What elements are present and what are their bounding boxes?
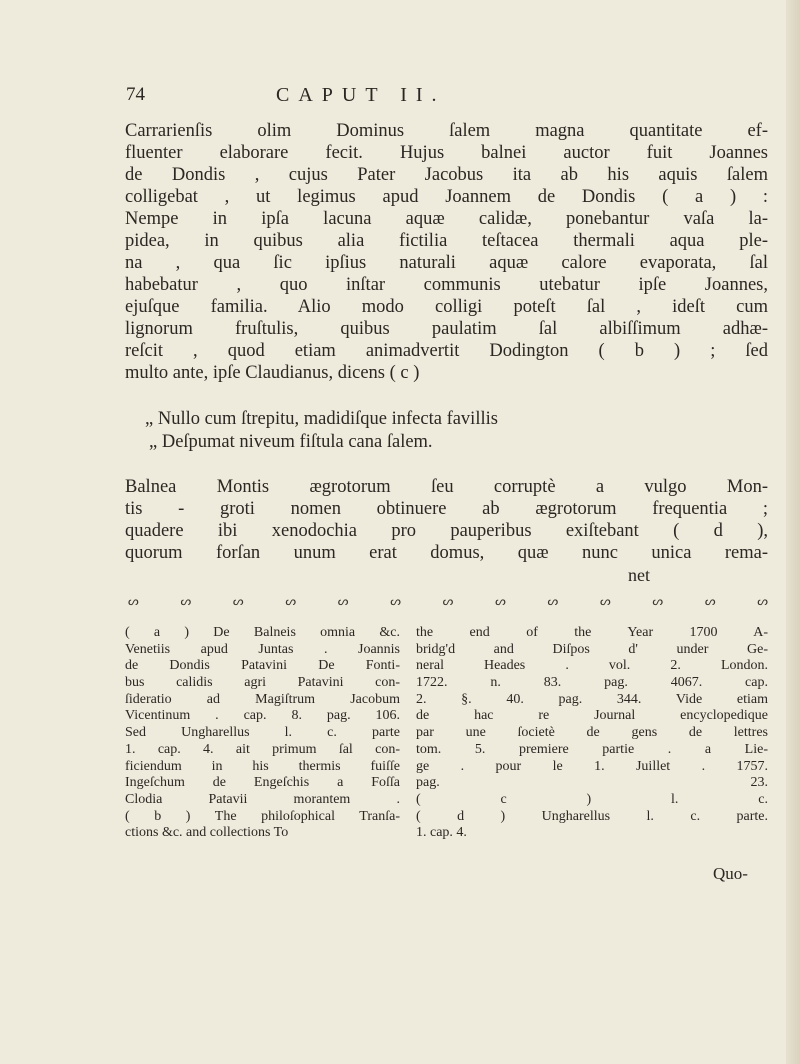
text-line: Balnea Montis ægrotorum ſeu corruptè a vulgo Mon- <box>125 477 768 497</box>
ornament-divider <box>128 594 768 608</box>
text-line: the end of the Year 1700 A- <box>416 625 768 640</box>
text-line: Nempe in ipſa lacuna aquæ calidæ, ponebantur vaſa la- <box>125 209 768 229</box>
ornament-icon: ᔕ <box>180 594 192 608</box>
text-line: tom. 5. premiere partie . a Lie- <box>416 741 768 757</box>
text-line: ( d ) Ungharellus l. c. parte. <box>416 808 768 824</box>
text-line: Carrarienſis olim Dominus ſalem magna quantitate ef- <box>125 121 768 141</box>
text-line: de Dondis , cujus Pater Jacobus ita ab his aquis ſalem <box>125 165 768 185</box>
text-line: ficiendum in his thermis fuiſſe <box>125 758 400 774</box>
ornament-icon: ᔕ <box>599 594 611 608</box>
page-edge <box>786 0 800 1064</box>
text-line: Clodia Patavii morantem . <box>125 791 400 807</box>
text-line: reſcit , quod etiam animadvertit Dodington ( b ) ; ſed <box>125 341 768 361</box>
ornament-icon: ᔕ <box>232 594 244 608</box>
text-line: 2. §. 40. pag. 344. Vide etiam <box>416 691 768 707</box>
text-line: ( a ) De Balneis omnia &c. <box>125 625 400 640</box>
text-line: bridg'd and Diſpos d' under Ge- <box>416 641 768 657</box>
continuation-word: net <box>628 565 650 585</box>
text-line: lignorum fruſtulis, quibus paulatim ſal albiſſimum adhæ- <box>125 319 768 339</box>
text-line: 1. cap. 4. ait primum ſal con- <box>125 741 400 757</box>
text-line: 1. cap. 4. <box>416 825 467 841</box>
main-text <box>125 120 768 384</box>
ornament-icon: ᔕ <box>704 594 716 608</box>
text-line: ſideratio ad Magiſtrum Jacobum <box>125 691 400 707</box>
main-text-paragraph-2 <box>125 476 768 564</box>
ornament-icon: ᔕ <box>547 594 559 608</box>
ornament-icon: ᔕ <box>285 594 297 608</box>
text-line: par une ſocietè de gens de lettres <box>416 725 768 741</box>
running-header <box>126 84 786 112</box>
running-title: CAPUT II. <box>276 84 446 106</box>
text-line: ejuſque familia. Alio modo colligi poteſt ſal , ideſt cum <box>125 297 768 317</box>
verse-quotation <box>145 408 498 454</box>
text-line: Ingeſchum de Engeſchis a Foſſa <box>125 775 400 791</box>
text-line: quadere ibi xenodochia pro pauperibus exiſtebant ( d ), <box>125 521 768 541</box>
text-line: 1722. n. 83. pag. 4067. cap. <box>416 675 768 691</box>
ornament-icon: ᔕ <box>128 594 139 608</box>
text-line: Sed Ungharellus l. c. parte <box>125 725 400 741</box>
text-line: fluenter elaborare fecit. Hujus balnei auctor fuit Joannes <box>125 143 768 163</box>
text-line: multo ante, ipſe Claudianus, dicens ( c ) <box>125 363 420 383</box>
text-line: ( c ) l. c. <box>416 791 768 807</box>
page-number: 74 <box>126 84 145 105</box>
text-line: na , qua ſic ipſius naturali aquæ calore evaporata, ſal <box>125 253 768 273</box>
text-line: de Dondis Patavini De Fonti- <box>125 658 400 674</box>
text-line: pidea, in quibus alia fictilia teſtacea thermali aqua ple- <box>125 231 768 251</box>
text-line: quorum forſan unum erat domus, quæ nunc unica rema- <box>125 543 768 563</box>
text-line: Venetiis apud Juntas . Joannis <box>125 641 400 657</box>
text-line: ge . pour le 1. Juillet . 1757. <box>416 758 768 774</box>
ornament-icon: ᔕ <box>652 594 664 608</box>
catchword: Quo- <box>713 864 748 883</box>
text-line: Vicentinum . cap. 8. pag. 106. <box>125 708 400 724</box>
verse-line: „ Deſpumat niveum fiſtula cana ſalem. <box>149 432 433 452</box>
text-line: neral Heades . vol. 2. London. <box>416 658 768 674</box>
ornament-icon: ᔕ <box>495 594 506 608</box>
text-line: bus calidis agri Patavini con- <box>125 675 400 691</box>
ornament-icon: ᔕ <box>337 594 349 608</box>
text-line: colligebat , ut legimus apud Joannem de Dondis ( a ) : <box>125 187 768 207</box>
text-line: habebatur , quo inſtar communis utebatur ipſe Joannes, <box>125 275 768 295</box>
footnotes-right-column <box>416 625 768 842</box>
ornament-icon: ᔕ <box>757 594 768 608</box>
ornament-icon: ᔕ <box>442 594 454 608</box>
verse-line: „ Nullo cum ſtrepitu, madidiſque infecta favillis <box>145 409 498 429</box>
ornament-icon: ᔕ <box>390 594 401 608</box>
text-line: ctions &c. and collections To <box>125 825 289 841</box>
footnotes-left-column <box>125 625 400 842</box>
text-line: pag. 23. <box>416 775 768 791</box>
text-line: de hac re Journal encyclopedique <box>416 708 768 724</box>
text-line: tis - groti nomen obtinuere ab ægrotorum frequentia ; <box>125 499 768 519</box>
text-line: ( b ) The philoſophical Tranſa- <box>125 808 400 824</box>
